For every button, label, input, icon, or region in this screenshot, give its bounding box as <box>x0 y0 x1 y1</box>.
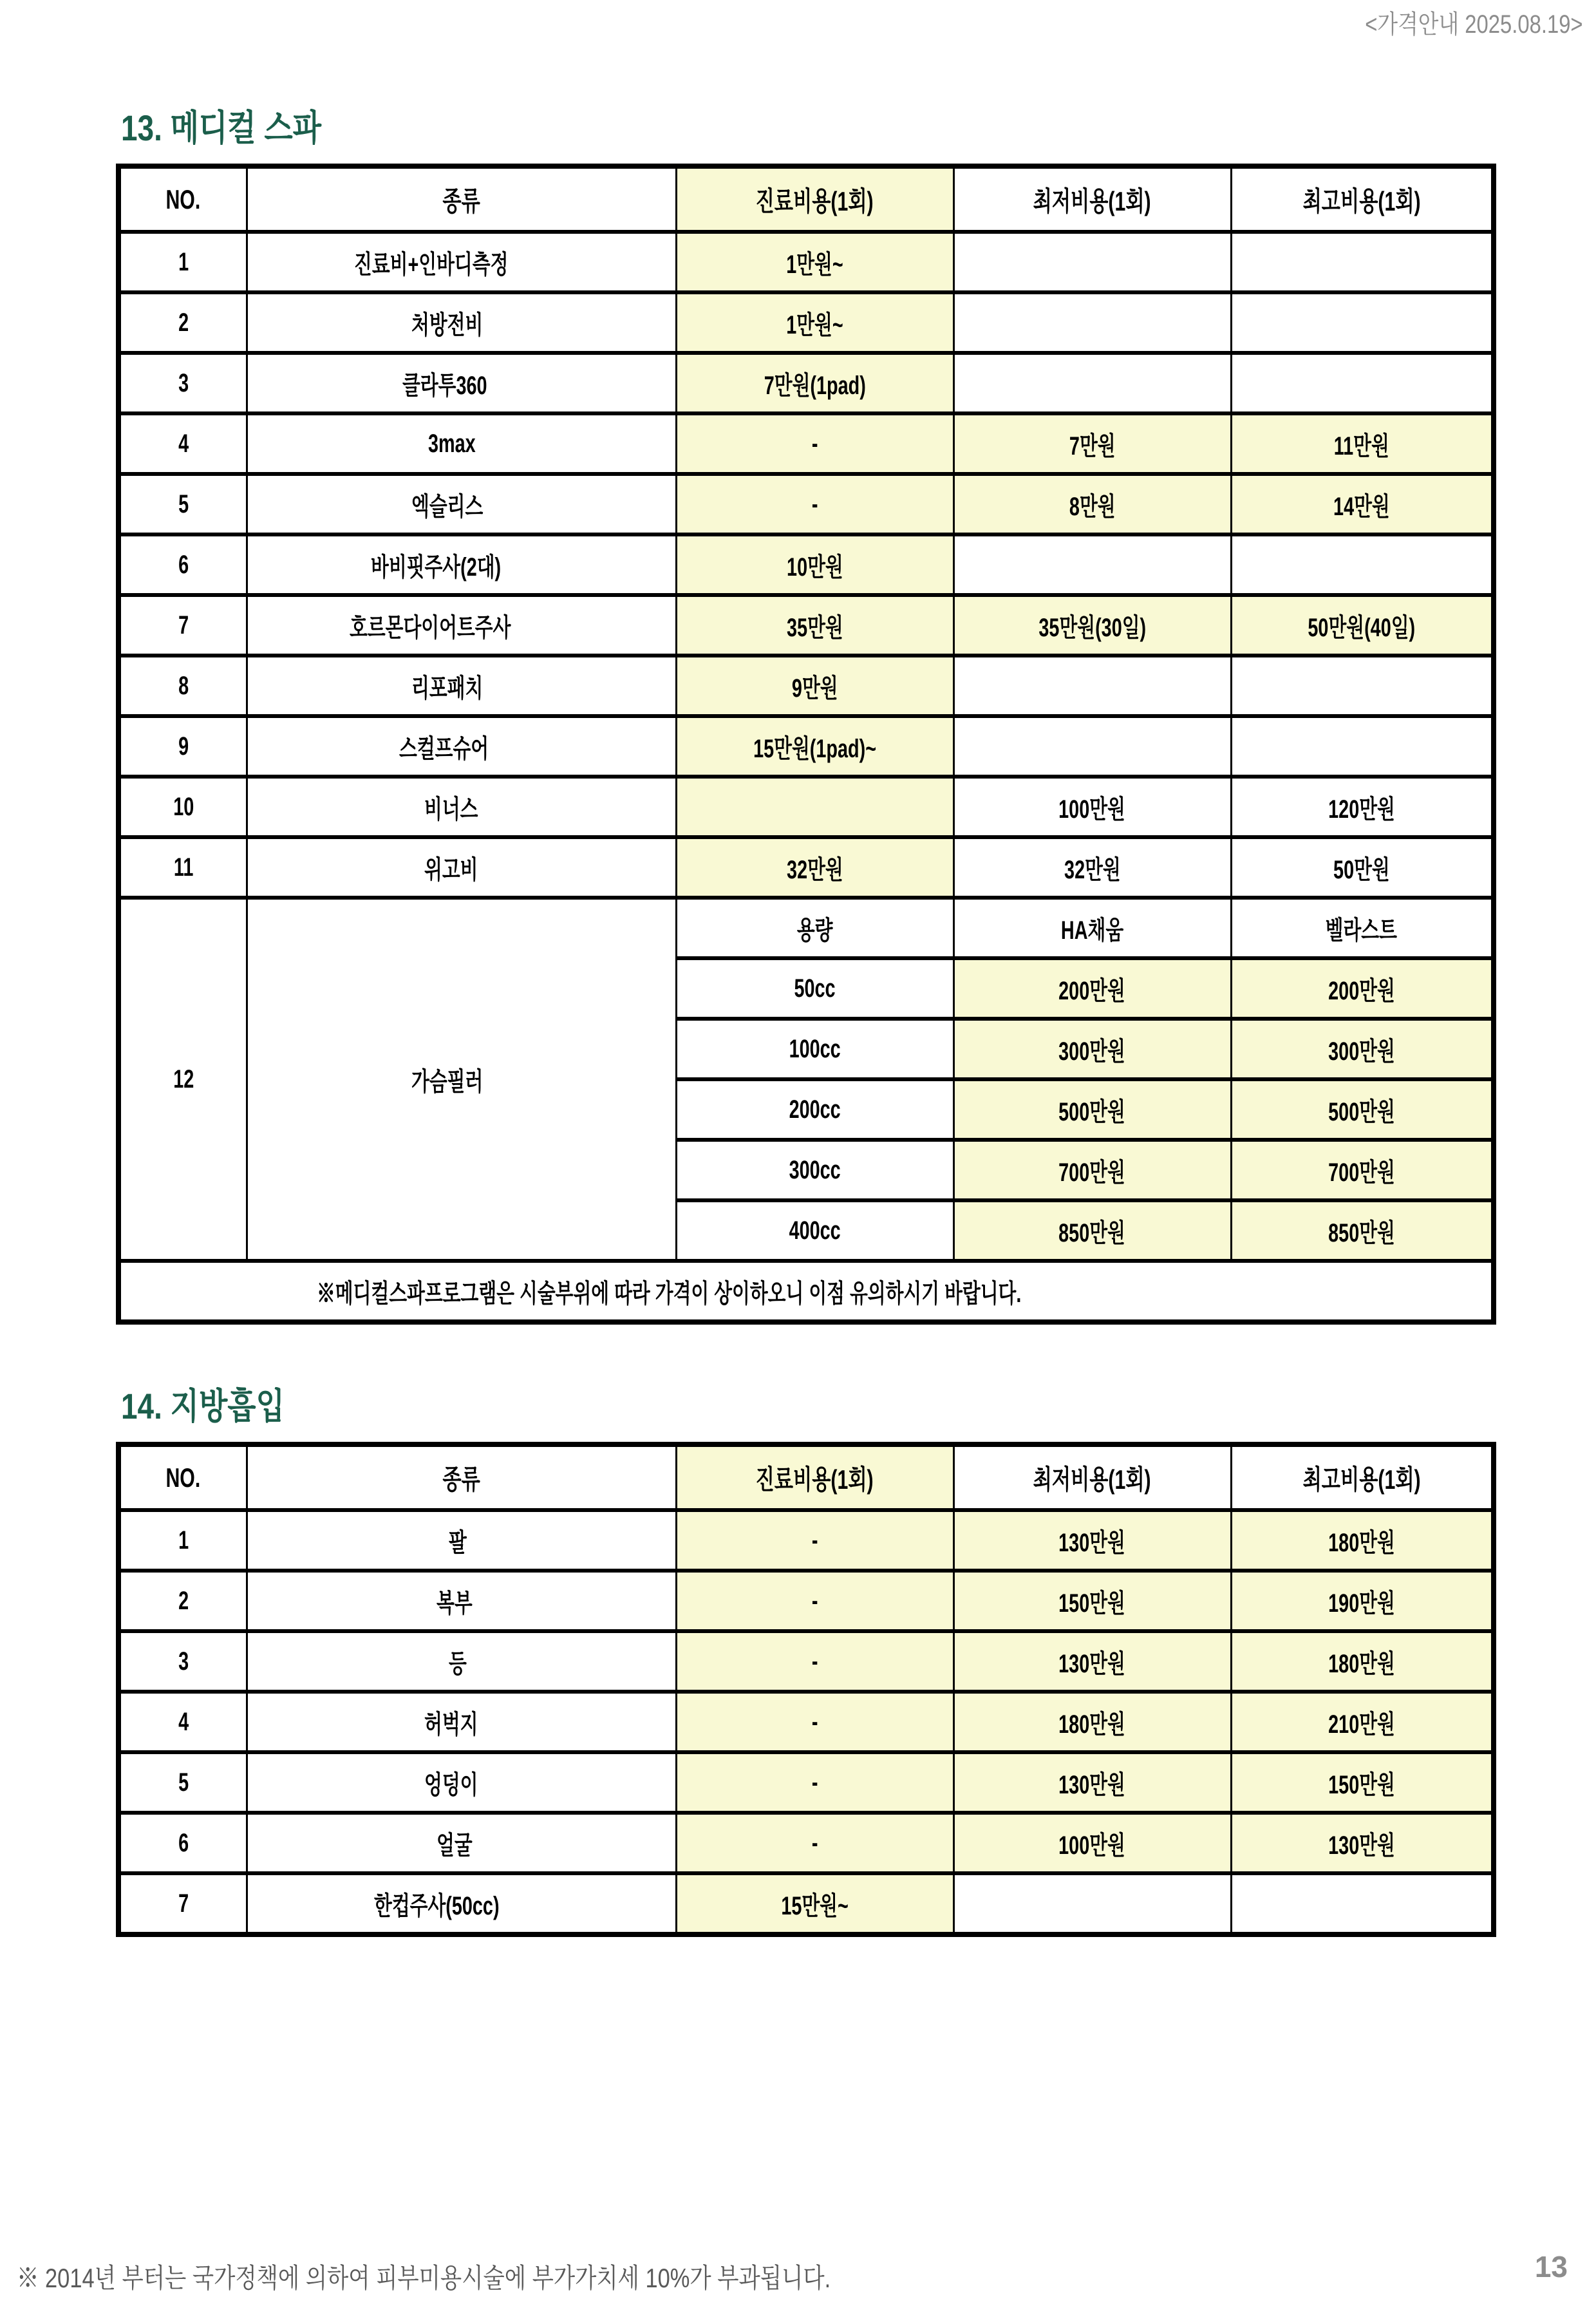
column-header-3 <box>953 1444 1231 1510</box>
subheader-cell-2 <box>1231 898 1494 958</box>
cell-text: 100cc <box>789 1034 841 1063</box>
cell-text: 비너스 <box>424 795 478 824</box>
table-row <box>118 413 1494 474</box>
no-cell <box>118 777 247 837</box>
cell-text: 1 <box>178 247 189 276</box>
cell-text: 등 <box>449 1649 467 1678</box>
cell-text: 클라투360 <box>402 371 487 400</box>
table-row <box>118 1752 1494 1813</box>
cell-text: 1만원~ <box>786 310 843 339</box>
price-cell-1 <box>953 1079 1231 1140</box>
footnote-row <box>118 1261 1494 1322</box>
cell-text: 3 <box>178 368 189 397</box>
group-subheader-row <box>118 898 1494 958</box>
header-row <box>118 166 1494 232</box>
cell-text: - <box>811 1707 818 1736</box>
cell-text: 5 <box>178 489 189 518</box>
no-cell <box>118 474 247 534</box>
cell-text: 허벅지 <box>424 1710 478 1739</box>
price-cell-0 <box>676 716 953 777</box>
price-cell-2 <box>1231 595 1494 656</box>
cell-text: 4 <box>178 429 189 458</box>
column-header-1 <box>247 166 676 232</box>
price-cell-0 <box>676 232 953 292</box>
price-cell-1 <box>953 232 1231 292</box>
price-cell-2 <box>1231 292 1494 353</box>
price-cell-2 <box>1231 1079 1494 1140</box>
cell-text: 100만원 <box>1058 795 1126 824</box>
cell-text: 벨라스트 <box>1326 916 1398 945</box>
price-cell-2 <box>1231 1510 1494 1571</box>
cell-text: 120만원 <box>1328 795 1395 824</box>
table-row <box>118 777 1494 837</box>
cell-text: 50cc <box>794 974 836 1003</box>
price-cell-1 <box>953 958 1231 1019</box>
no-cell <box>118 1752 247 1813</box>
cell-text: 7만원 <box>1069 431 1116 460</box>
cell-text: 2 <box>178 308 189 337</box>
price-cell-1 <box>953 1510 1231 1571</box>
type-cell <box>247 1752 676 1813</box>
no-cell <box>118 232 247 292</box>
cell-text: 200만원 <box>1058 976 1126 1005</box>
column-header-2 <box>676 166 953 232</box>
cell-text: 35만원(30일) <box>1038 613 1146 642</box>
cell-text: 호르몬다이어트주사 <box>349 613 511 642</box>
no-cell <box>118 534 247 595</box>
type-cell <box>247 534 676 595</box>
no-cell <box>118 353 247 413</box>
table-row <box>118 837 1494 898</box>
price-cell-0 <box>676 1692 953 1752</box>
table-row <box>118 474 1494 534</box>
price-cell-2 <box>1231 716 1494 777</box>
price-cell-2 <box>1231 1692 1494 1752</box>
cell-text: - <box>811 1586 818 1615</box>
cell-text: 6 <box>178 1828 189 1857</box>
cell-text: 8만원 <box>1069 492 1116 521</box>
type-cell <box>247 1873 676 1934</box>
cell-text: 바비핏주사(2대) <box>371 553 502 581</box>
cell-text: 130만원 <box>1328 1831 1395 1860</box>
page-number: 13 <box>1534 2250 1568 2283</box>
cell-text: 200cc <box>789 1095 841 1124</box>
vat-footnote: ※ 2014년 부터는 국가정책에 의하여 피부미용시술에 부가가치세 10%가 부과됩니다. <box>17 2263 831 2293</box>
cell-text: 400cc <box>789 1216 841 1245</box>
no-cell <box>118 1813 247 1873</box>
price-cell-2 <box>1231 1200 1494 1261</box>
price-cell-0 <box>676 656 953 716</box>
cell-text: 처방전비 <box>411 310 483 339</box>
type-cell <box>247 474 676 534</box>
section-medical-spa <box>116 0 1596 1325</box>
cell-text: 150만원 <box>1328 1770 1395 1799</box>
cell-text: 스컬프슈어 <box>399 734 489 763</box>
cell-text: 1만원~ <box>786 250 843 279</box>
cell-text: 한컵주사(50cc) <box>374 1891 500 1920</box>
price-cell-2 <box>1231 1019 1494 1079</box>
cell-text: 100만원 <box>1058 1831 1126 1860</box>
price-cell-0 <box>676 595 953 656</box>
cell-text: 180만원 <box>1328 1649 1395 1678</box>
cell-text: 150만원 <box>1058 1589 1126 1618</box>
table-row <box>118 232 1494 292</box>
cell-text: 얼굴 <box>436 1831 473 1860</box>
cell-text: 팔 <box>449 1528 467 1557</box>
price-cell-2 <box>1231 353 1494 413</box>
cell-text: 11 <box>173 853 193 882</box>
no-cell <box>118 292 247 353</box>
cell-text: 복부 <box>436 1589 473 1618</box>
volume-cell <box>676 1079 953 1140</box>
cell-text: 130만원 <box>1058 1770 1126 1799</box>
cell-text: 2 <box>178 1586 189 1615</box>
cell-text: 180만원 <box>1328 1528 1395 1557</box>
price-cell-0 <box>676 474 953 534</box>
cell-text: 종류 <box>442 1464 480 1495</box>
price-cell-1 <box>953 1631 1231 1692</box>
price-cell-0 <box>676 837 953 898</box>
cell-text: 700만원 <box>1328 1158 1395 1187</box>
cell-text: 가슴필러 <box>411 1067 483 1096</box>
cell-text: 190만원 <box>1328 1589 1395 1618</box>
cell-text: 10 <box>173 792 194 821</box>
price-cell-0 <box>676 1571 953 1631</box>
cell-text: 50만원 <box>1333 855 1390 884</box>
no-cell <box>118 1873 247 1934</box>
cell-text: 32만원 <box>786 855 843 884</box>
price-cell-0 <box>676 1813 953 1873</box>
price-cell-2 <box>1231 1813 1494 1873</box>
cell-text: 130만원 <box>1058 1528 1126 1557</box>
cell-text: 12 <box>173 1064 194 1093</box>
cell-text: 35만원 <box>786 613 843 642</box>
cell-text: - <box>811 1526 818 1555</box>
price-cell-1 <box>953 837 1231 898</box>
price-cell-2 <box>1231 1631 1494 1692</box>
type-cell <box>247 837 676 898</box>
cell-text: 6 <box>178 550 189 579</box>
column-header-4 <box>1231 1444 1494 1510</box>
price-cell-2 <box>1231 656 1494 716</box>
subheader-cell-0 <box>676 898 953 958</box>
price-cell-2 <box>1231 777 1494 837</box>
volume-cell <box>676 958 953 1019</box>
section-13-title: 13. 메디컬 스파 <box>121 108 322 148</box>
type-cell <box>247 1510 676 1571</box>
cell-text: 1 <box>178 1526 189 1555</box>
price-cell-1 <box>953 1752 1231 1813</box>
table-row <box>118 1571 1494 1631</box>
volume-cell <box>676 1019 953 1079</box>
cell-text: 3 <box>178 1647 189 1676</box>
no-cell <box>118 413 247 474</box>
table-body <box>118 1510 1494 1934</box>
volume-cell <box>676 1200 953 1261</box>
cell-text: NO. <box>165 1462 201 1493</box>
cell-text: 9만원 <box>791 674 838 703</box>
price-cell-1 <box>953 716 1231 777</box>
table-row <box>118 1873 1494 1934</box>
cell-text: 최고비용(1회) <box>1302 185 1421 216</box>
cell-text: 15만원~ <box>781 1891 849 1920</box>
price-cell-2 <box>1231 1140 1494 1200</box>
cell-text: 진료비용(1회) <box>755 185 874 216</box>
no-cell <box>118 656 247 716</box>
cell-text: - <box>811 489 818 518</box>
cell-text: 180만원 <box>1058 1710 1126 1739</box>
table-row <box>118 716 1494 777</box>
cell-text: HA채움 <box>1060 916 1124 945</box>
price-cell-0 <box>676 1510 953 1571</box>
price-cell-2 <box>1231 232 1494 292</box>
price-cell-2 <box>1231 534 1494 595</box>
cell-text: 500만원 <box>1328 1097 1395 1126</box>
cell-text: 4 <box>178 1707 189 1736</box>
table-row <box>118 1692 1494 1752</box>
table-row <box>118 292 1494 353</box>
price-cell-2 <box>1231 413 1494 474</box>
cell-text: 5 <box>178 1768 189 1797</box>
cell-text: 위고비 <box>424 855 478 884</box>
price-cell-0 <box>676 1873 953 1934</box>
cell-text: 최고비용(1회) <box>1302 1464 1421 1495</box>
price-guide-date-text: <가격안내 2025.08.19> <box>1365 10 1583 39</box>
cell-text: - <box>811 1828 818 1857</box>
price-cell-1 <box>953 777 1231 837</box>
type-cell <box>247 1631 676 1692</box>
cell-text: 7만원(1pad) <box>764 371 866 400</box>
price-cell-1 <box>953 595 1231 656</box>
section-liposuction <box>116 1386 1596 1937</box>
column-header-3 <box>953 166 1231 232</box>
no-cell <box>118 1510 247 1571</box>
section-14-title: 14. 지방흡입 <box>121 1386 285 1426</box>
price-cell-2 <box>1231 1571 1494 1631</box>
price-cell-1 <box>953 474 1231 534</box>
type-cell <box>247 413 676 474</box>
cell-text: 7 <box>178 610 189 639</box>
cell-text: NO. <box>165 184 201 214</box>
table-header <box>118 166 1494 232</box>
cell-text: - <box>811 1768 818 1797</box>
price-cell-0 <box>676 534 953 595</box>
price-cell-0 <box>676 1631 953 1692</box>
price-cell-1 <box>953 413 1231 474</box>
cell-text: 9 <box>178 732 189 761</box>
cell-text: 8 <box>178 671 189 700</box>
column-header-4 <box>1231 166 1494 232</box>
price-cell-1 <box>953 656 1231 716</box>
price-cell-1 <box>953 1019 1231 1079</box>
no-cell <box>118 1692 247 1752</box>
cell-text: - <box>811 1647 818 1676</box>
cell-text: 32만원 <box>1064 855 1121 884</box>
price-cell-1 <box>953 292 1231 353</box>
table-row <box>118 534 1494 595</box>
cell-text: ※메디컬스파프로그램은 시술부위에 따라 가격이 상이하오니 이점 유의하시기 바랍니다. <box>317 1279 1022 1308</box>
price-cell-1 <box>953 1140 1231 1200</box>
table-row <box>118 1813 1494 1873</box>
cell-text: 210만원 <box>1328 1710 1395 1739</box>
cell-text: 종류 <box>442 185 480 216</box>
cell-text: 130만원 <box>1058 1649 1126 1678</box>
price-cell-0 <box>676 292 953 353</box>
cell-text: 15만원(1pad)~ <box>753 734 876 763</box>
table-row <box>118 1510 1494 1571</box>
cell-text: 3max <box>428 429 476 458</box>
cell-text: 7 <box>178 1889 189 1918</box>
price-cell-2 <box>1231 958 1494 1019</box>
cell-text: - <box>811 429 818 458</box>
column-header-1 <box>247 1444 676 1510</box>
cell-text: 500만원 <box>1058 1097 1126 1126</box>
cell-text: 700만원 <box>1058 1158 1126 1187</box>
table-row <box>118 353 1494 413</box>
table-footnote-cell <box>118 1261 1494 1322</box>
cell-text: 11만원 <box>1333 431 1389 460</box>
cell-text: 850만원 <box>1328 1218 1395 1247</box>
column-header-0 <box>118 166 247 232</box>
price-cell-1 <box>953 1571 1231 1631</box>
price-cell-1 <box>953 1692 1231 1752</box>
price-cell-2 <box>1231 1873 1494 1934</box>
no-cell <box>118 898 247 1261</box>
cell-text: 300만원 <box>1058 1037 1126 1066</box>
price-cell-1 <box>953 1873 1231 1934</box>
subheader-cell-1 <box>953 898 1231 958</box>
price-cell-2 <box>1231 837 1494 898</box>
price-cell-1 <box>953 353 1231 413</box>
column-header-0 <box>118 1444 247 1510</box>
type-cell <box>247 353 676 413</box>
cell-text: 10만원 <box>786 553 843 581</box>
cell-text: 850만원 <box>1058 1218 1126 1247</box>
table-body <box>118 232 1494 1322</box>
liposuction-price-table <box>116 1442 1496 1937</box>
column-header-2 <box>676 1444 953 1510</box>
type-cell <box>247 292 676 353</box>
cell-text: 300만원 <box>1328 1037 1395 1066</box>
type-cell <box>247 232 676 292</box>
price-cell-2 <box>1231 1752 1494 1813</box>
type-cell <box>247 656 676 716</box>
cell-text: 200만원 <box>1328 976 1395 1005</box>
no-cell <box>118 595 247 656</box>
type-cell <box>247 777 676 837</box>
no-cell <box>118 1571 247 1631</box>
price-cell-0 <box>676 413 953 474</box>
price-cell-1 <box>953 1813 1231 1873</box>
price-cell-0 <box>676 1752 953 1813</box>
no-cell <box>118 1631 247 1692</box>
no-cell <box>118 837 247 898</box>
type-cell <box>247 898 676 1261</box>
table-row <box>118 1631 1494 1692</box>
header-row <box>118 1444 1494 1510</box>
cell-text: 진료비+인바디측정 <box>354 250 509 279</box>
price-guide-date-note <box>1317 4 1583 41</box>
type-cell <box>247 1571 676 1631</box>
cell-text: 14만원 <box>1333 492 1390 521</box>
price-cell-0 <box>676 777 953 837</box>
price-cell-1 <box>953 534 1231 595</box>
type-cell <box>247 1813 676 1873</box>
price-cell-1 <box>953 1200 1231 1261</box>
cell-text: 최저비용(1회) <box>1033 1464 1152 1495</box>
type-cell <box>247 595 676 656</box>
type-cell <box>247 1692 676 1752</box>
price-cell-2 <box>1231 474 1494 534</box>
type-cell <box>247 716 676 777</box>
no-cell <box>118 716 247 777</box>
medical-spa-price-table <box>116 164 1496 1325</box>
table-header <box>118 1444 1494 1510</box>
price-cell-0 <box>676 353 953 413</box>
cell-text: 50만원(40일) <box>1308 613 1416 642</box>
cell-text: 엉덩이 <box>424 1770 478 1799</box>
volume-cell <box>676 1140 953 1200</box>
table-row <box>118 595 1494 656</box>
cell-text: 최저비용(1회) <box>1033 185 1152 216</box>
table-row <box>118 656 1494 716</box>
cell-text: 리포패치 <box>411 674 483 703</box>
cell-text: 용량 <box>796 916 833 945</box>
cell-text: 진료비용(1회) <box>755 1464 874 1495</box>
cell-text: 엑슬리스 <box>411 492 483 521</box>
cell-text: 300cc <box>789 1155 841 1184</box>
